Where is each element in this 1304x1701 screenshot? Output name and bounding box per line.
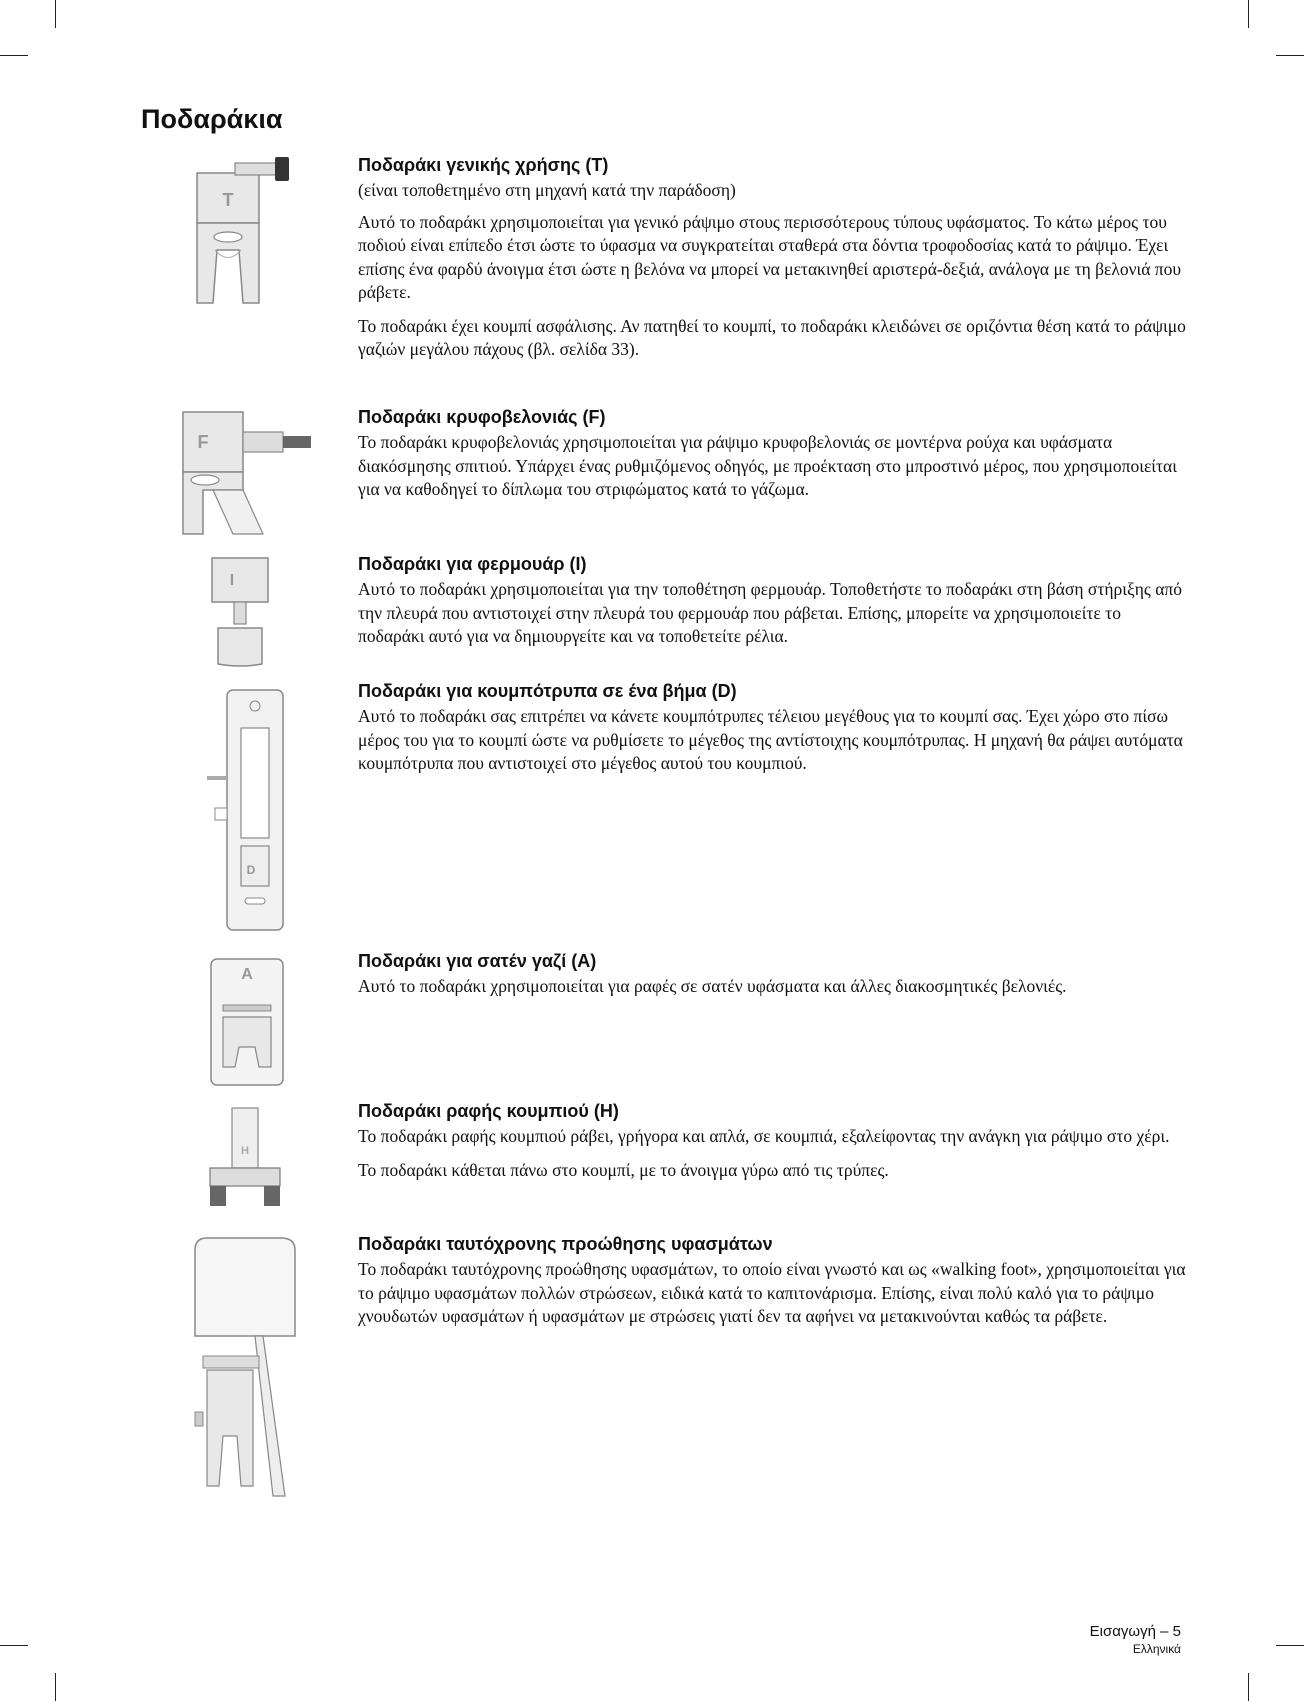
foot-letter: T [222, 190, 234, 210]
crop-mark [1276, 55, 1304, 56]
crop-mark [55, 0, 56, 28]
section-zipper-foot [358, 553, 1188, 659]
section-title: Ποδαράκι για σατέν γαζί (A) [358, 951, 597, 971]
section-title: Ποδαράκι ραφής κουμπιού (H) [358, 1101, 619, 1121]
section-paragraph: Αυτό το ποδαράκι χρησιμοποιείται για την τοποθέτηση φερμουάρ. Τοποθετήστε το ποδαράκι στη βάση στήριξης από την πλευρά που αντιστοιχεί στην πλευρά του φερμουάρ που ράβεται. Επίσης, μπορείτε να χρησιμοποιείτε το ποδαράκι αυτό για να δημιουργείτε και να τοποθετείτε ρέλια. [358, 579, 1182, 646]
foot-letter: I [229, 572, 235, 589]
footer-chapter: Εισαγωγή – 5 [1089, 1623, 1181, 1640]
walking-foot-illustration [193, 1236, 299, 1498]
crop-mark [0, 1645, 28, 1646]
section-title: Ποδαράκι για κουμπότρυπα σε ένα βήμα (D) [358, 681, 737, 701]
satin-stitch-foot-illustration [209, 957, 285, 1089]
section-title: Ποδαράκι ταυτόχρονης προώθησης υφασμάτων [358, 1234, 773, 1254]
section-paragraph: Το ποδαράκι κρυφοβελονιάς χρησιμοποιείται για ράψιμο κρυφοβελονιάς σε μοντέρνα ρούχα και υφάσματα διακόσμησης σπιτιού. Υπάρχει ένας ρυθμιζόμενος οδηγός, με προέκταση στο μπροστινό μέρος, που χρησιμοποιείται για να καθοδηγεί το δίπλωμα του στριφώματος κατά το γάζωμα. [358, 432, 1177, 499]
buttonhole-foot-illustration [205, 688, 285, 936]
page-footer [1090, 1622, 1181, 1657]
section-paragraph: Το ποδαράκι ραφής κουμπιού ράβει, γρήγορα και απλά, σε κουμπιά, εξαλείφοντας την ανάγκη για ράψιμο στο χέρι. [358, 1126, 1170, 1146]
section-paragraph: Αυτό το ποδαράκι σας επιτρέπει να κάνετε κουμπότρυπες τέλειου μεγέθους για το κουμπί σας. Έχει χώρο στο πίσω μέρος του για το κουμπί ώστε να ρυθμίσετε το μέγεθος της αντίστοιχης κουμπότρυπας. Η μηχανή θα ράψει αυτόματα κουμπότρυπα που αντιστοιχεί στο μέγεθος αυτού του κουμπιού. [358, 706, 1183, 773]
foot-letter: A [241, 966, 253, 983]
footer-language: Ελληνικά [1132, 1642, 1181, 1656]
foot-letter: H [241, 1145, 249, 1157]
section-satin-stitch-foot [358, 950, 1188, 1009]
blind-stitch-foot-illustration [173, 410, 323, 540]
section-walking-foot [358, 1233, 1188, 1339]
crop-mark [0, 55, 28, 56]
section-paragraph: Το ποδαράκι κάθεται πάνω στο κουμπί, με το άνοιγμα γύρω από τις τρύπες. [358, 1159, 889, 1180]
zipper-foot-illustration [210, 556, 270, 668]
section-title: Ποδαράκι για φερμουάρ (I) [358, 554, 587, 574]
general-purpose-foot-illustration [195, 155, 295, 305]
foot-letter: D [246, 863, 256, 877]
crop-mark [1276, 1645, 1304, 1646]
foot-letter: F [197, 432, 209, 452]
section-general-purpose-foot [358, 154, 1188, 372]
page-title: Ποδαράκια [141, 104, 283, 134]
crop-mark [1248, 1673, 1249, 1701]
section-buttonhole-foot [358, 680, 1188, 786]
section-title: Ποδαράκι κρυφοβελονιάς (F) [358, 407, 606, 427]
section-subtitle: (είναι τοποθετημένο στη μηχανή κατά την παράδοση) [358, 180, 736, 200]
section-button-sewing-foot [358, 1100, 1188, 1192]
crop-mark [1248, 0, 1249, 28]
section-blind-stitch-foot [358, 406, 1188, 512]
section-title: Ποδαράκι γενικής χρήσης (T) [358, 155, 609, 175]
section-paragraph: Το ποδαράκι έχει κουμπί ασφάλισης. Αν πατηθεί το κουμπί, το ποδαράκι κλειδώνει σε οριζόντια θέση κατά το ράψιμο γαζιών μεγάλου πάχους (βλ. σελίδα 33). [358, 315, 1186, 359]
section-paragraph: Αυτό το ποδαράκι χρησιμοποιείται για γενικό ράψιμο στους περισσότερους τύπους υφάσματος. Το κάτω μέρος του ποδιού είναι επίπεδο έτσι ώστε το ύφασμα να συγκρατείται σταθερά στα δόντια τροφοδοσίας κατά το ράψιμο. Έχει επίσης ένα φαρδύ άνοιγμα έτσι ώστε η βελόνα να μπορεί να μετακινηθεί αριστερά-δεξιά, ανάλογα με τη βελονιά που ράβετε. [358, 211, 1182, 302]
section-paragraph: Αυτό το ποδαράκι χρησιμοποιείται για ραφές σε σατέν υφάσματα και άλλες διακοσμητικές βελονιές. [358, 976, 1067, 996]
crop-mark [55, 1673, 56, 1701]
button-sewing-foot-illustration [208, 1106, 282, 1208]
section-paragraph: Το ποδαράκι ταυτόχρονης προώθησης υφασμάτων, το οποίο είναι γνωστό και ως «walking foot», χρησιμοποιείται για το ράψιμο υφασμάτων πολλών στρώσεων, ειδικά κατά το καπιτονάρισμα. Επίσης, είναι πολύ καλό για το ράψιμο χνουδωτών υφασμάτων ή υφασμάτων με στρώσεις γιατί δεν τα αφήνει να μετακινούνται καθώς τα ράβετε. [358, 1259, 1186, 1326]
